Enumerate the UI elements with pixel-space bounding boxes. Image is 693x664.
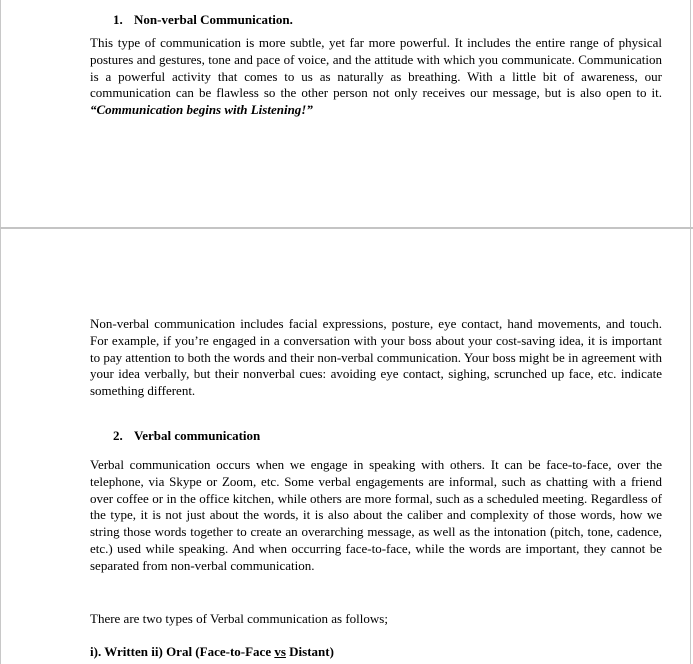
emphasized-quote: “Communication begins with Listening!” [90,102,313,118]
types-prefix: i). Written ii) Oral (Face-to-Face [90,644,275,659]
types-vs: vs [274,644,286,659]
paragraph-text: This type of communication is more subtle, yet far more powerful. It includes the entire range of physical postures and gestures, tone and pace of voice, and the attitude with which you communicate. Communication is a powerful activity that comes to us as naturally as breathing. With a little bit of awareness, our communication can be flawless so the other person not only receives our message, but is also open to it. [90,35,662,101]
types-list-line [90,644,334,660]
document-page-bottom [0,229,691,664]
section-number: 2. [113,428,123,443]
paragraph-verbal: Verbal communication occurs when we engage in speaking with others. It can be face-to-face, over the telephone, via Skype or Zoom, etc. Some verbal engagements are informal, such as chatting with a friend over coffee or in the office kitchen, while others are more formal, such as a scheduled meeting. Regardless of the type, it is not just about the words, it is also about the caliber and complexity of those words, how we string those words together to create an overarching message, as well as the intonation (pitch, tone, cadence, etc.) used while speaking. And when occurring face-to-face, while the words are important, they cannot be separated from non-verbal communication. [90,457,662,573]
types-suffix: Distant) [285,644,334,659]
section-heading-verbal [113,428,260,444]
paragraph-nonverbal-examples: Non-verbal communication includes facial expressions, posture, eye contact, hand movements, and touch. For example, if you’re engaged in a conversation with your boss about your cost-saving idea, it is important to pay attention to both the words and their non-verbal communication. Your boss might be in agreement with your idea verbally, but their nonverbal cues: avoiding eye contact, sighing, scrunched up face, etc. indicate something different. [90,316,662,399]
document-page-top [0,0,691,227]
section-number: 1. [113,12,123,27]
section-title: Verbal communication [134,428,261,443]
section-title: Non-verbal Communication. [134,12,293,27]
paragraph-nonverbal-intro [90,35,662,119]
section-heading-nonverbal [113,12,293,28]
types-intro: There are two types of Verbal communication as follows; [90,611,388,626]
